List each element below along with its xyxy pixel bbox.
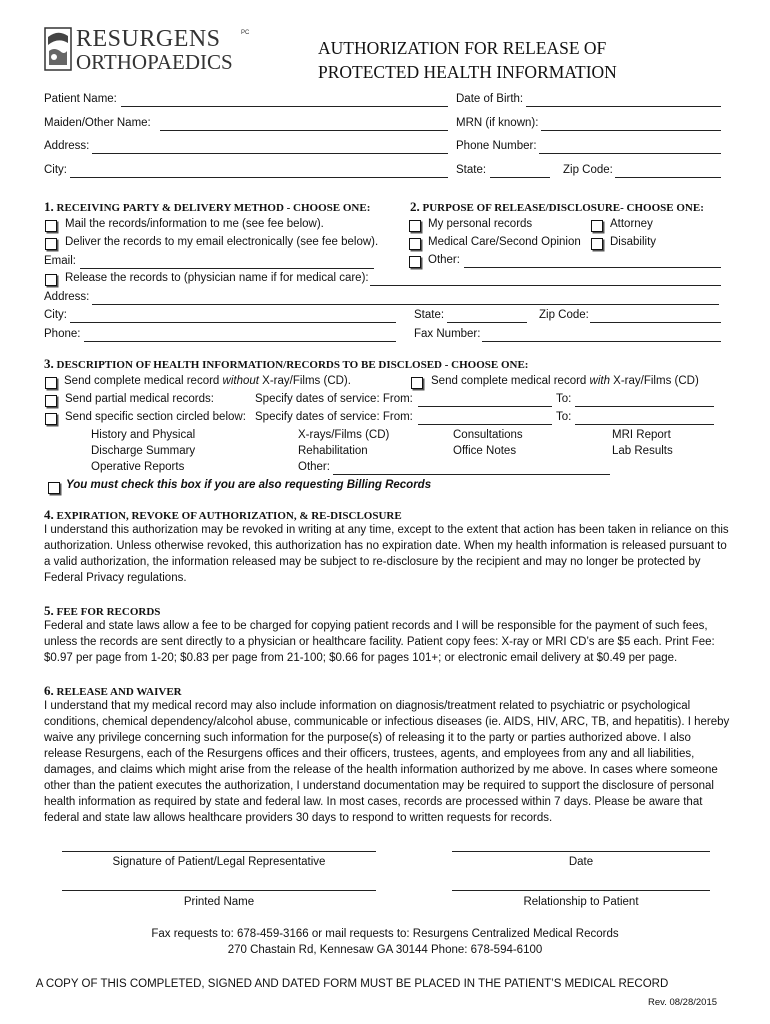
logo-text-bottom: ORTHOPAEDICS [76,50,233,74]
complete-with-text-b: with [589,375,610,387]
complete-without-text-a: Send complete medical record [64,375,223,387]
address-field[interactable] [92,153,448,154]
section-1-heading: RECEIVING PARTY & DELIVERY METHOD - CHOOSE ONE: [56,202,371,214]
physician-name-field[interactable] [370,285,721,286]
mail-records-checkbox[interactable] [45,220,57,232]
logo-text-top: RESURGENS [76,26,221,52]
item-history-physical[interactable]: History and Physical [91,429,196,441]
section-4-text: I understand this authorization may be revoked in writing at any time, except to the extent that action has been taken in reliance on this authorization. Unless otherwise revoked, this authorization has no expiration date. When my health information is released pursuant to a valid authorization, the information released may be subject to re-disclosure by the recipient and may no longer be protected by Federal Privacy regulations. [44,524,729,584]
complete-without-xray-label [64,375,351,387]
personal-records-checkbox[interactable] [409,220,421,232]
recipient-zip-label: Zip Code: [539,309,589,321]
mail-records-label: Mail the records/information to me (see fee below). [65,218,324,230]
other-purpose-checkbox[interactable] [409,256,421,268]
mrn-field[interactable] [541,130,721,131]
section-4-title [44,507,402,523]
complete-with-xray-checkbox[interactable] [411,377,423,389]
physician-release-checkbox[interactable] [45,274,57,286]
attorney-label: Attorney [610,218,653,230]
section-6-number: 6. [44,683,54,698]
partial-dates-label: Specify dates of service: From: [255,393,413,405]
printed-name-field[interactable] [62,890,376,891]
item-discharge-summary[interactable]: Discharge Summary [91,445,196,457]
zip-field[interactable] [615,177,721,178]
revision-date: Rev. 08/28/2015 [648,997,718,1008]
item-office-notes[interactable]: Office Notes [453,445,517,457]
medical-care-checkbox[interactable] [409,238,421,250]
section-3-number: 3. [44,356,54,371]
section-6-title [44,683,182,699]
address-label: Address: [44,140,90,152]
city-label: City: [44,164,67,176]
section-1-number: 1. [44,199,54,214]
billing-records-checkbox[interactable] [48,482,60,494]
section-5-title [44,603,160,619]
recipient-address-field[interactable] [92,304,719,305]
logo-pc: PC [241,30,250,36]
disability-label: Disability [610,236,657,248]
item-consultations[interactable]: Consultations [453,429,523,441]
zip-label: Zip Code: [563,164,613,176]
form-title-line2: PROTECTED HEALTH INFORMATION [318,62,617,82]
item-operative-reports[interactable]: Operative Reports [91,461,185,473]
complete-with-xray-label [431,375,699,387]
section-6-heading: RELEASE AND WAIVER [56,686,182,698]
phone-label: Phone Number: [456,140,537,152]
patient-name-label: Patient Name: [44,93,117,105]
fax-instructions: Fax requests to: 678-459-3166 or mail requests to: Resurgens Centralized Medical Records [151,928,619,940]
section-4-heading: EXPIRATION, REVOKE OF AUTHORIZATION, & RE-DISCLOSURE [56,510,402,522]
billing-records-label: You must check this box if you are also requesting Billing Records [66,479,432,491]
email-deliver-label: Deliver the records to my email electronically (see fee below). [65,236,379,248]
mail-address: 270 Chastain Rd, Kennesaw GA 30144 Phone: 678-594-6100 [227,944,543,956]
specific-dates-label: Specify dates of service: From: [255,411,413,423]
section-2-title [410,199,704,215]
section-4-number: 4. [44,507,54,522]
item-lab-results[interactable]: Lab Results [612,445,673,457]
section-3-heading: DESCRIPTION OF HEALTH INFORMATION/RECORDS TO BE DISCLOSED - CHOOSE ONE: [56,359,529,371]
dob-label: Date of Birth: [456,93,524,105]
item-mri-report[interactable]: MRI Report [612,429,671,441]
recipient-fax-label: Fax Number: [414,328,481,340]
city-field[interactable] [70,177,448,178]
section-2-number: 2. [410,199,420,214]
signature-field[interactable] [62,851,376,852]
record-notice: A COPY OF THIS COMPLETED, SIGNED AND DATED FORM MUST BE PLACED IN THE PATIENT’S MEDICAL RECORD [35,978,669,990]
form-title-line1: AUTHORIZATION FOR RELEASE OF [318,38,607,58]
section-3-title [44,356,528,372]
complete-with-text-c: X-ray/Films (CD) [609,375,699,387]
other-purpose-label: Other: [428,254,460,266]
item-rehabilitation[interactable]: Rehabilitation [298,445,368,457]
phone-field[interactable] [539,153,721,154]
personal-records-label: My personal records [428,218,533,230]
section-1-title [44,199,370,215]
patient-name-field[interactable] [121,106,448,107]
recipient-zip-field[interactable] [590,322,721,323]
printed-name-label: Printed Name [183,896,255,908]
state-label: State: [456,164,487,176]
email-field[interactable] [80,268,374,269]
complete-without-xray-checkbox[interactable] [45,377,57,389]
maiden-name-field[interactable] [160,130,448,131]
section-5-text: Federal and state laws allow a fee to be charged for copying patient records and I will be responsible for the payment of such fees, unless the records are sent directly to a physician or healthcare facility. Patient copy fees: X-ray or MRI CD’s are $5 each. Print Fee: $0.97 per page from 1-20; $0.83 per page from 21-100; $0.66 for pages 101+; or electronic email delivery at $0.49 per page. [44,620,715,664]
recipient-state-field[interactable] [447,322,527,323]
mrn-label: MRN (if known): [456,117,539,129]
item-xrays-films[interactable]: X-rays/Films (CD) [298,429,390,441]
recipient-address-label: Address: [44,291,90,303]
complete-without-text-c: X-ray/Films (CD). [258,375,351,387]
relationship-label: Relationship to Patient [523,896,639,908]
partial-to-label: To: [556,393,572,405]
logo-emblem-icon [44,27,72,71]
specific-section-checkbox[interactable] [45,413,57,425]
date-label: Date [568,856,594,868]
section-5-heading: FEE FOR RECORDS [56,606,161,618]
recipient-phone-label: Phone: [44,328,81,340]
item-other-label: Other: [298,461,330,473]
item-other-field[interactable] [333,474,610,475]
disability-checkbox[interactable] [591,238,603,250]
recipient-phone-field[interactable] [84,341,396,342]
other-purpose-field[interactable] [464,267,721,268]
maiden-name-label: Maiden/Other Name: [44,117,151,129]
recipient-city-field[interactable] [70,322,396,323]
specific-section-label: Send specific section circled below: [65,411,246,423]
dob-field[interactable] [526,106,721,107]
section-6-text: I understand that my medical record may also include information on diagnosis/treatment related to psychiatric or psychological conditions, chemical dependency/alcohol abuse, communicable or infectious diseases (ie. AIDS, HIV, ARC, TB, and hepatitis). I hereby waive any privilege concerning such information for the purpose(s) of releasing it to the party or parties authorized above. I also release Resurgens, each of the Resurgens offices and their officers, trustees, agents, and employees from any and all liabilities, damages, and claims which might arise from the release of the health information authorized by me above. In cases where someone other than the patient executes the authorization, I understand documentation may be required to support the disclosure of personal health information as required by state and federal law. In most cases, records are processed within 7 days. Please be aware that federal and state law allows healthcare providers 30 days to respond to written requests for records. [44,700,730,824]
attorney-checkbox[interactable] [591,220,603,232]
complete-with-text-a: Send complete medical record [431,375,590,387]
state-field[interactable] [490,177,550,178]
specific-from-field[interactable] [418,424,552,425]
partial-records-checkbox[interactable] [45,395,57,407]
recipient-city-label: City: [44,309,67,321]
email-deliver-checkbox[interactable] [45,238,57,250]
date-field[interactable] [452,851,710,852]
specific-to-label: To: [556,411,572,423]
section-5-number: 5. [44,603,54,618]
partial-from-field[interactable] [418,406,552,407]
medical-care-label: Medical Care/Second Opinion [428,236,581,248]
recipient-fax-field[interactable] [482,341,721,342]
section-2-heading: PURPOSE OF RELEASE/DISCLOSURE- CHOOSE ONE: [422,202,704,214]
complete-without-text-b: without [222,375,259,387]
specific-to-field[interactable] [575,424,714,425]
physician-release-label: Release the records to (physician name if for medical care): [65,272,369,284]
signature-label: Signature of Patient/Legal Representative [112,856,326,868]
partial-to-field[interactable] [575,406,714,407]
recipient-state-label: State: [414,309,445,321]
partial-records-label: Send partial medical records: [65,393,214,405]
email-label: Email: [44,255,76,267]
relationship-field[interactable] [452,890,710,891]
